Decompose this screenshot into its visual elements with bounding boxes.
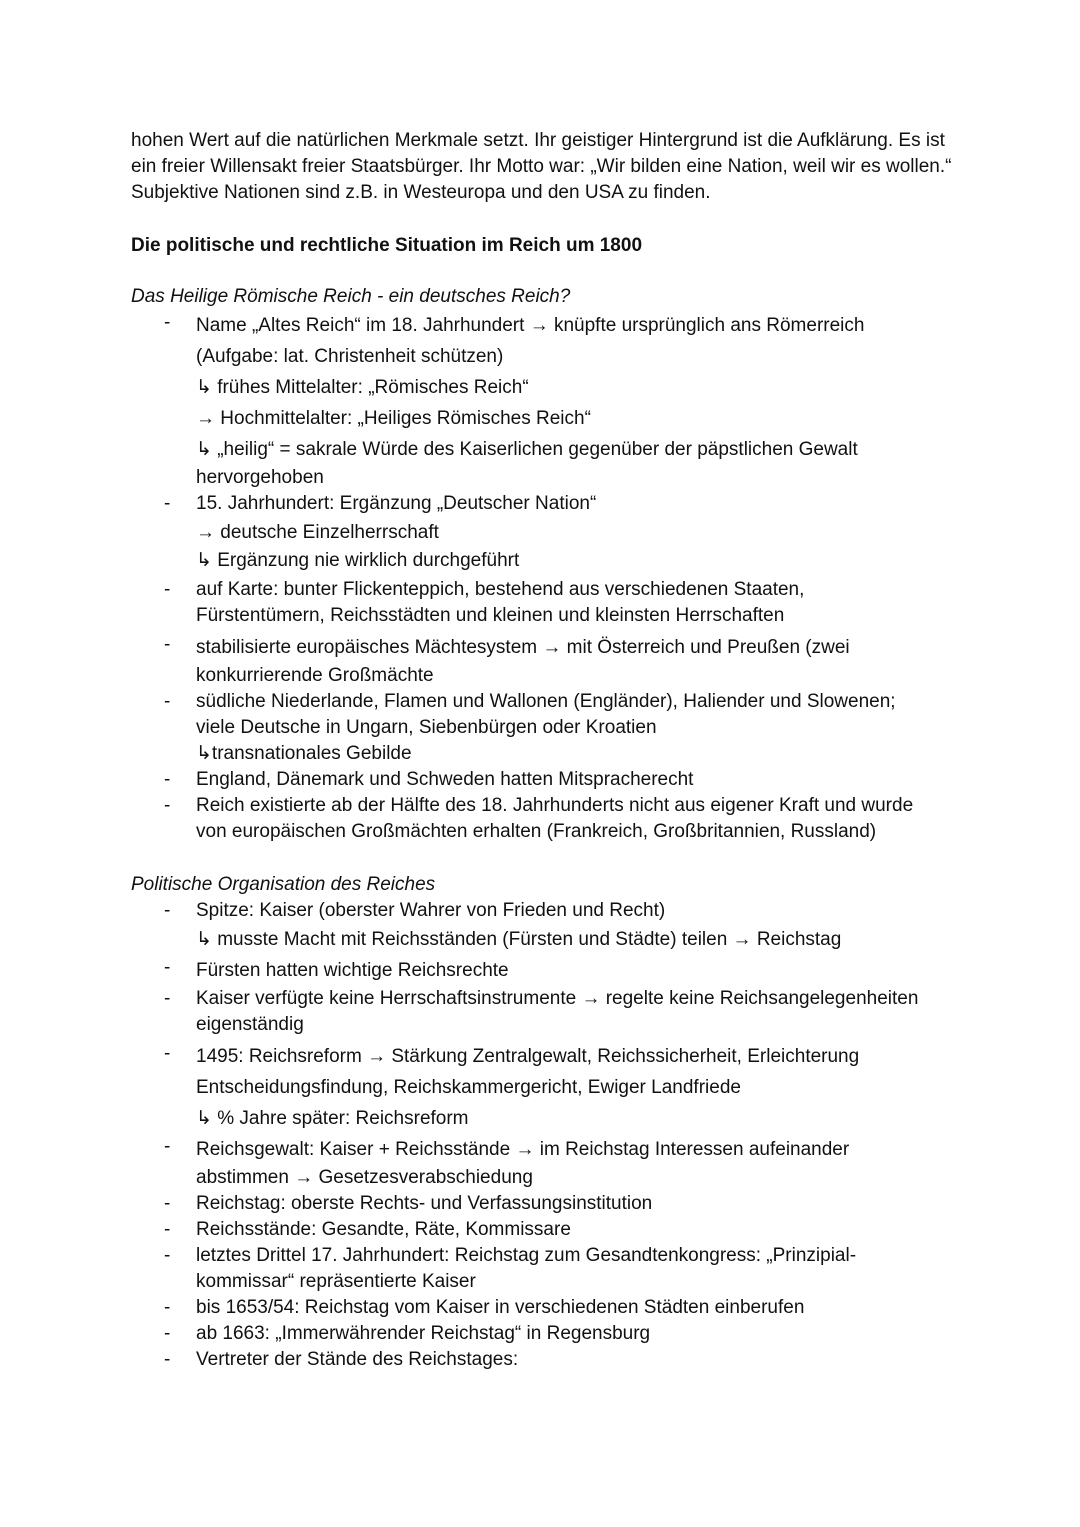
list-item: - Kaiser verfügte keine Herrschaftsinstrumente → regelte keine Reichsangelegenheiten eigenständig bbox=[131, 986, 961, 1038]
list-item: - Fürsten hatten wichtige Reichsrechte bbox=[131, 955, 961, 986]
list-item: - Reich existierte ab der Hälfte des 18. Jahrhunderts nicht aus eigener Kraft und wurde von europäischen Großmächten erhalten (Frankreich, Großbritannien, Russland) bbox=[131, 793, 961, 845]
list-item: - stabilisierte europäisches Mächtesystem → mit Österreich und Preußen (zwei konkurrierende Großmächte bbox=[131, 632, 961, 689]
list-item: - Vertreter der Stände des Reichstages: bbox=[131, 1347, 961, 1373]
list-item: - letztes Drittel 17. Jahrhundert: Reichstag zum Gesandtenkongress: „Prinzipial- kommissar“ repräsentierte Kaiser bbox=[131, 1243, 961, 1295]
list-item: - Name „Altes Reich“ im 18. Jahrhundert → knüpfte ursprünglich ans Römerreich (Aufgabe: lat. Christenheit schützen) ↳ frühes Mittelalter: „Römisches Reich“ → Hochmittelalter: „Heiliges Römisches Reich“ ↳ „heilig“ = sakrale Würde des Kaiserlichen gegenüber der päpstlichen Gewalt hervorgehoben bbox=[131, 310, 961, 491]
section1-title: Das Heilige Römische Reich - ein deutsches Reich? bbox=[131, 286, 571, 307]
intro-paragraph: hohen Wert auf die natürlichen Merkmale setzt. Ihr geistiger Hintergrund ist die Aufklärung. Es ist ein freier Willensakt freier Staatsbürger. Ihr Motto war: „Wir bilden eine Nation, weil wir es wollen.“ Subjektive Nationen sind z.B. in Westeuropa und den USA zu finden. bbox=[131, 130, 952, 203]
list-item: - England, Dänemark und Schweden hatten Mitspracherecht bbox=[131, 767, 961, 793]
section2-title: Politische Organisation des Reiches bbox=[131, 874, 436, 895]
section2-list bbox=[131, 898, 961, 1373]
list-item: - Spitze: Kaiser (oberster Wahrer von Frieden und Recht) ↳ musste Macht mit Reichsständen (Fürsten und Städte) teilen → Reichstag bbox=[131, 898, 961, 955]
list-item: - 1495: Reichsreform → Stärkung Zentralgewalt, Reichssicherheit, Erleichterung Entscheidungsfindung, Reichskammergericht, Ewiger Landfriede ↳ % Jahre später: Reichsreform bbox=[131, 1041, 961, 1134]
list-item: - Reichsgewalt: Kaiser + Reichsstände → im Reichstag Interessen aufeinander abstimmen → Gesetzesverabschiedung bbox=[131, 1134, 961, 1191]
list-item: - Reichsstände: Gesandte, Räte, Kommissare bbox=[131, 1217, 961, 1243]
document-page bbox=[131, 128, 961, 1373]
section-heading: Die politische und rechtliche Situation im Reich um 1800 bbox=[131, 235, 643, 256]
list-item: - ab 1663: „Immerwährender Reichstag“ in Regensburg bbox=[131, 1321, 961, 1347]
section1-list bbox=[131, 310, 961, 845]
list-item: - bis 1653/54: Reichstag vom Kaiser in verschiedenen Städten einberufen bbox=[131, 1295, 961, 1321]
list-item: - Reichstag: oberste Rechts- und Verfassungsinstitution bbox=[131, 1191, 961, 1217]
list-item: - südliche Niederlande, Flamen und Wallonen (Engländer), Haliender und Slowenen; viele Deutsche in Ungarn, Siebenbürgen oder Kroatien ↳transnationales Gebilde bbox=[131, 689, 961, 767]
list-item: - auf Karte: bunter Flickenteppich, bestehend aus verschiedenen Staaten, Fürstentümern, Reichsstädten und kleinen und kleinsten Herrschaften bbox=[131, 577, 961, 629]
list-item: - 15. Jahrhundert: Ergänzung „Deutscher Nation“ → deutsche Einzelherrschaft ↳ Ergänzung nie wirklich durchgeführt bbox=[131, 491, 961, 574]
